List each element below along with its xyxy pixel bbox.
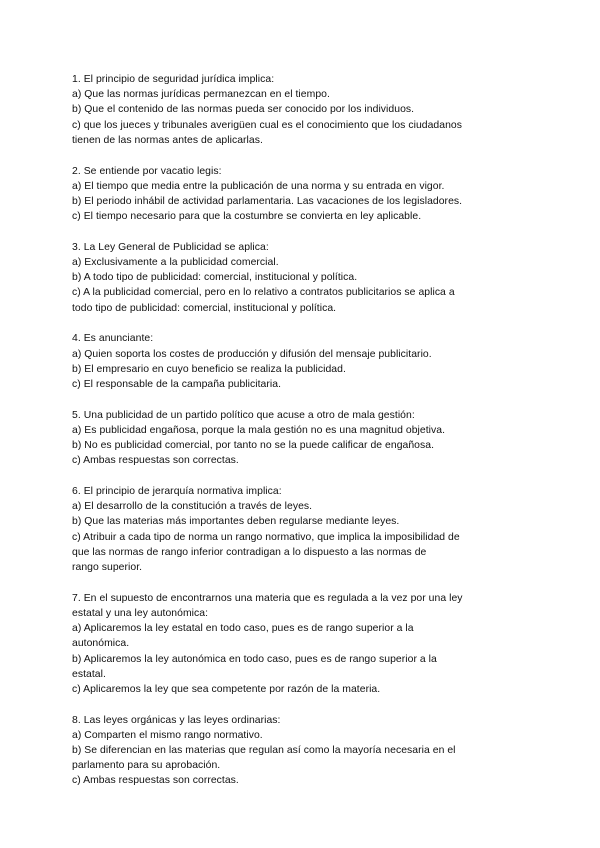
question-8-option-a: a) Comparten el mismo rango normativo. (72, 729, 263, 741)
question-6-option-b: b) Que las materias más importantes deben regularse mediante leyes. (72, 516, 400, 528)
question-3-option-c: c) A la publicidad comercial, pero en lo relativo a contratos publicitarios se aplica a (72, 287, 455, 299)
question-3-option-b: b) A todo tipo de publicidad: comercial, institucional y política. (72, 272, 358, 284)
question-7-option-c: c) Aplicaremos la ley que sea competente por razón de la materia. (72, 683, 381, 695)
question-4-option-a: a) Quien soporta los costes de producción y difusión del mensaje publicitario. (72, 348, 432, 360)
question-3 (72, 240, 560, 316)
question-1 (72, 72, 560, 148)
question-6-option-c-cont-2: rango superior. (72, 561, 143, 573)
question-8-option-b-cont: parlamento para su aprobación. (72, 760, 221, 772)
question-2-option-b: b) El periodo inhábil de actividad parlamentaria. Las vacaciones de los legisladores. (72, 195, 463, 207)
question-2 (72, 164, 560, 225)
question-7-stem: 7. En el supuesto de encontrarnos una materia que es regulada a la vez por una ley (72, 592, 463, 604)
question-6-stem: 6. El principio de jerarquía normativa implica: (72, 485, 282, 497)
question-1-option-c: c) que los jueces y tribunales averigüen cual es el conocimiento que los ciudadanos (72, 119, 462, 131)
question-6-option-c-cont-1: que las normas de rango inferior contradigan a lo dispuesto a las normas de (72, 546, 427, 558)
question-2-option-a: a) El tiempo que media entre la publicación de una norma y su entrada en vigor. (72, 180, 445, 192)
question-1-option-c-cont: tienen de las normas antes de aplicarlas. (72, 134, 263, 146)
question-5 (72, 408, 560, 469)
question-2-stem: 2. Se entiende por vacatio legis: (72, 165, 222, 177)
question-3-option-c-cont: todo tipo de publicidad: comercial, institucional y política. (72, 302, 337, 314)
question-1-stem: 1. El principio de seguridad jurídica implica: (72, 74, 275, 85)
question-3-option-a: a) Exclusivamente a la publicidad comercial. (72, 257, 279, 269)
question-5-option-b: b) No es publicidad comercial, por tanto no se la puede calificar de engañosa. (72, 440, 435, 452)
question-2-option-c: c) El tiempo necesario para que la costumbre se convierta en ley aplicable. (72, 211, 422, 223)
question-4-option-b: b) El empresario en cuyo beneficio se realiza la publicidad. (72, 363, 346, 375)
question-1-option-a: a) Que las normas jurídicas permanezcan en el tiempo. (72, 89, 330, 101)
question-5-stem: 5. Una publicidad de un partido político que acuse a otro de mala gestión: (72, 409, 415, 421)
question-8 (72, 713, 560, 789)
question-3-stem: 3. La Ley General de Publicidad se aplica: (72, 241, 269, 253)
question-4-option-c: c) El responsable de la campaña publicitaria. (72, 378, 282, 390)
question-1-option-b: b) Que el contenido de las normas pueda ser conocido por los individuos. (72, 104, 415, 116)
question-7-option-b-cont: estatal. (72, 668, 106, 680)
question-4 (72, 331, 560, 392)
question-6-option-a: a) El desarrollo de la constitución a través de leyes. (72, 501, 313, 513)
question-8-option-c: c) Ambas respuestas son correctas. (72, 775, 239, 787)
question-6 (72, 484, 560, 575)
question-5-option-c: c) Ambas respuestas son correctas. (72, 455, 239, 467)
question-5-option-a: a) Es publicidad engañosa, porque la mala gestión no es una magnitud objetiva. (72, 424, 446, 436)
question-7-option-a-cont: autonómica. (72, 638, 130, 650)
question-8-stem: 8. Las leyes orgánicas y las leyes ordinarias: (72, 714, 281, 726)
question-7-option-a: a) Aplicaremos la ley estatal en todo caso, pues es de rango superior a la (72, 623, 414, 635)
question-6-option-c: c) Atribuir a cada tipo de norma un rango normativo, que implica la imposibilidad de (72, 531, 460, 543)
question-7 (72, 591, 560, 697)
question-4-stem: 4. Es anunciante: (72, 333, 154, 345)
question-8-option-b: b) Se diferencian en las materias que regulan así como la mayoría necesaria en el (72, 745, 456, 757)
question-7-stem-cont: estatal y una ley autonómica: (72, 607, 209, 619)
question-7-option-b: b) Aplicaremos la ley autonómica en todo caso, pues es de rango superior a la (72, 653, 437, 665)
